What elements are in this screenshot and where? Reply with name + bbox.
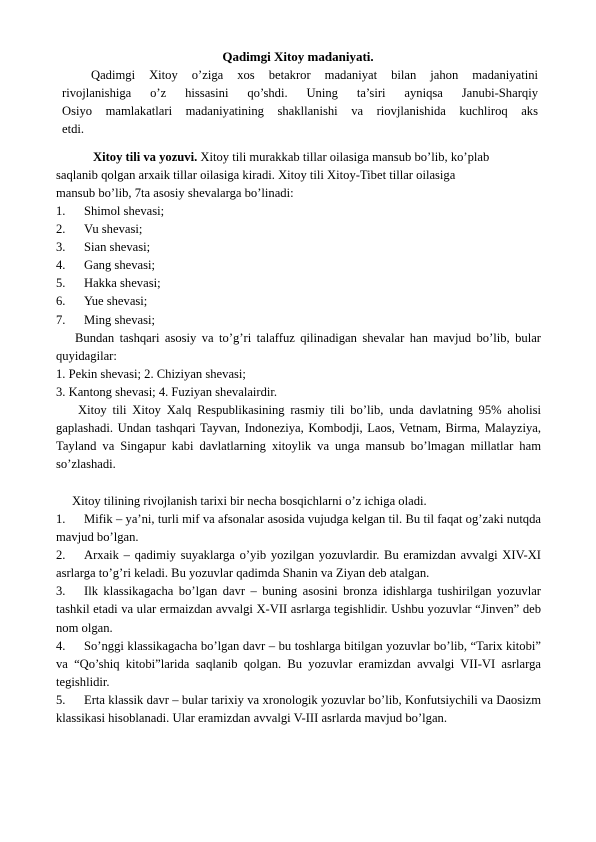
list-item: 3. Sian shevasi;	[56, 240, 151, 255]
list-item: 1. Shimol shevasi;	[56, 204, 165, 218]
extra-intro: Bundan tashqari asosiy va to’g’ri talaffuz qilinadigan shevalar han mavjud bo’lib, bular quyidagilar:	[56, 331, 541, 364]
page-title: Qadimgi Xitoy madaniyati.	[222, 49, 374, 64]
list-text: So’nggi klassikagacha bo’lgan davr – bu toshlarga bitilgan yozuvlar bo’lib, “Tarix kitobi” va “Qo’shiq kitobi”larida saqlanib qolgan. Bu yozuvlar eramizdan avvalgi VII-VI asrlarga tegishlidir.	[56, 638, 541, 689]
list-number: 5.	[56, 692, 66, 707]
intro-paragraph	[62, 66, 538, 138]
list-item: 6. Yue shevasi;	[56, 294, 148, 309]
section-text: mansub bo’lib, 7ta asosiy shevalarga bo’linadi:	[56, 186, 294, 201]
official-paragraph: Xitoy tili Xitoy Xalq Respublikasining rasmiy tili bo’lib, unda davlatning 95% aholisi gaplashadi. Undan tashqari Tayvan, Indoneziya, Kombodji, Laos, Vetnam, Birma, Malayziya, Tayland va Singapur kabi davlatlarning xitoylik va unga mansub bo’lmagan millatlar ham so’zlashadi.	[56, 403, 541, 472]
list-item	[56, 691, 541, 727]
section-text: saqlanib qolgan arxaik tillar oilasiga kiradi. Xitoy tili Xitoy-Tibet tillar oilasiga	[56, 168, 456, 183]
list-item: 2. Vu shevasi;	[56, 222, 143, 237]
list-item	[56, 510, 541, 546]
language-section	[56, 148, 541, 202]
list-item	[56, 546, 541, 582]
list-number: 3.	[56, 584, 66, 599]
extra-line: 1. Pekin shevasi; 2. Chiziyan shevasi;	[56, 367, 246, 382]
intro-line: Osiyo mamlakatlari madaniyatining shakllanishi va riovjlanishida kuchliroq aks	[62, 104, 538, 119]
list-text: Erta klassik davr – bular tarixiy va xronologik yozuvlar bo’lib, Konfutsiychili va Daosizm klassikasi hisoblanadi. Ular eramizdan avvalgi V-III asrlarda mavjud bo’lgan.	[56, 692, 541, 726]
list-item	[56, 637, 541, 691]
list-item: 5. Hakka shevasi;	[56, 276, 161, 291]
list-item: 7. Ming shevasi;	[56, 312, 156, 327]
intro-line: Qadimgi Xitoy o’ziga xos betakror madaniyat bilan jahon madaniyatini	[91, 68, 538, 82]
list-number: 2.	[56, 548, 66, 563]
list-text: Ilk klassikagacha bo’lgan davr – buning asosini bronza idishlarga tushirilgan yozuvlar tashkil etadi va ular ermaizdan avvalgi X-VII asrlarga tegishlidir. Ushbu yozuvlar “Jinven” deb nom olgan.	[56, 584, 541, 635]
stages-list	[56, 510, 541, 727]
list-text: Mifik – ya’ni, turli mif va afsonalar asosida vujudga kelgan til. Bu til faqat og’zaki nutqda mavjud bo’lgan.	[56, 512, 541, 545]
extra-dialects	[56, 329, 541, 401]
history-intro: Xitoy tilining rivojlanish tarixi bir necha bosqichlarni o’z ichiga oladi.	[72, 494, 427, 508]
intro-line: rivojlanishiga o’z hissasini qo’shdi. Uning ta’siri ayniqsa Janubi-Sharqiy	[62, 86, 538, 101]
extra-line: 3. Kantong shevasi; 4. Fuziyan shevalairdir.	[56, 385, 278, 400]
list-item	[56, 582, 541, 636]
list-item: 4. Gang shevasi;	[56, 258, 155, 273]
dialect-list	[56, 202, 541, 329]
list-number: 4.	[56, 638, 66, 653]
section-text: Xitoy tili murakkab tillar oilasiga mansub bo’lib, ko’plab	[197, 150, 490, 164]
list-text: Arxaik – qadimiy suyaklarga o’yib yozilgan yozuvlardir. Bu eramizdan avvalgi XIV-XI asrlarga to’g’ri keladi. Bu yozuvlar qadimda Shanin va Ziyan deb atalgan.	[56, 548, 541, 581]
list-number: 1.	[56, 512, 66, 526]
section-heading: Xitoy tili va yozuvi.	[93, 150, 198, 164]
intro-line: etdi.	[62, 122, 85, 137]
